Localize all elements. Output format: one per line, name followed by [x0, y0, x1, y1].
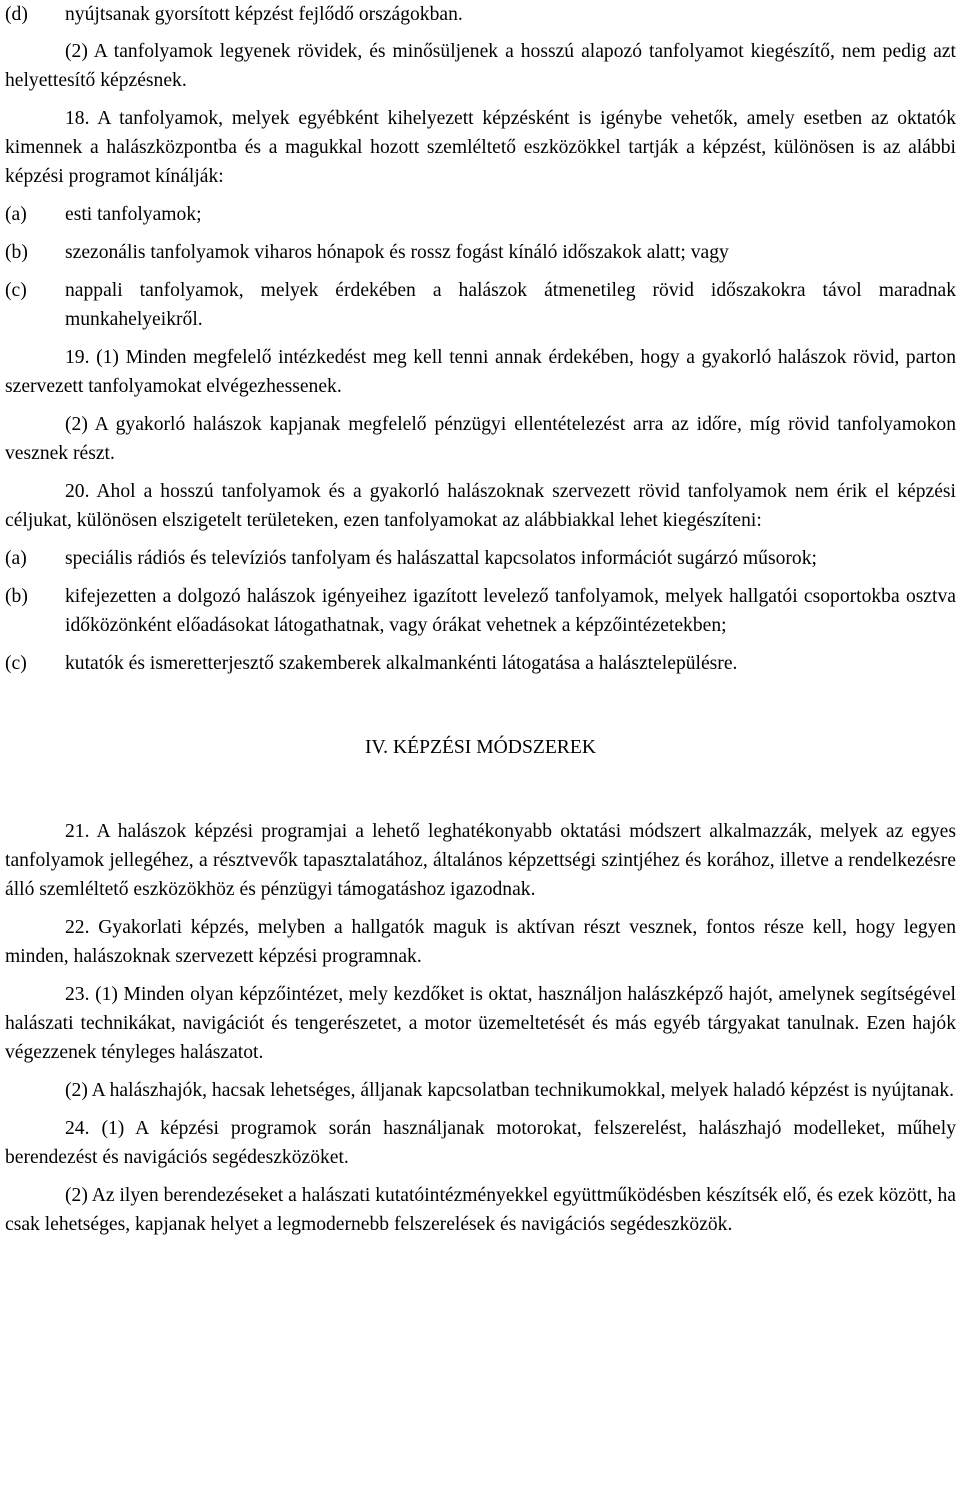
section-heading: IV. KÉPZÉSI MÓDSZEREK [365, 737, 596, 758]
list-item-c [5, 276, 956, 334]
list-item-text: esti tanfolyamok; [65, 204, 202, 225]
list-item-label: (c) [5, 653, 27, 674]
list-item-text: kifejezetten a dolgozó halászok igényeihez igazított levelező tanfolyamok, melyek hallgatói csoportokba osztva időközönként előadásokat látogathatnak, vagy órákat vehetnek a képzőintézetekben; [65, 586, 956, 636]
paragraph-22: 22. Gyakorlati képzés, melyben a hallgatók maguk is aktívan részt vesznek, fontos része kell, hogy legyen minden, halászoknak szervezett képzési programnak. [5, 917, 956, 967]
paragraph-23-2: (2) A halászhajók, hacsak lehetséges, álljanak kapcsolatban technikumokkal, melyek haladó képzést is nyújtanak. [65, 1080, 955, 1101]
list-item-b [5, 238, 956, 267]
list-item-label: (a) [5, 204, 27, 225]
list-item-label: (b) [5, 586, 28, 607]
paragraph-17-2: (2) A tanfolyamok legyenek rövidek, és minősüljenek a hosszú alapozó tanfolyamot kiegészítő, nem pedig azt helyettesítő képzésnek. [5, 41, 956, 91]
paragraph-20: 20. Ahol a hosszú tanfolyamok és a gyakorló halászoknak szervezett rövid tanfolyamok nem érik el képzési céljukat, különösen elszigetelt területeken, ezen tanfolyamokat az alábbiakkal lehet kiegészíteni: [5, 481, 956, 531]
paragraph-21: 21. A halászok képzési programjai a lehető leghatékonyabb oktatási módszert alkalmazzák, melyek az egyes tanfolyamok jellegéhez, a résztvevők tapasztalatához, általános képzettségi szintjéhez és korához, illetve a rendelkezésre álló szemléltető eszközökhöz és pénzügyi támogatáshoz igazodnak. [5, 821, 956, 900]
paragraph-19-2: (2) A gyakorló halászok kapjanak megfelelő pénzügyi ellentételezést arra az időre, míg rövid tanfolyamokon vesznek részt. [5, 414, 956, 464]
list-item-label: (c) [5, 280, 27, 301]
list-item-text: nappali tanfolyamok, melyek érdekében a halászok átmenetileg rövid időszakokra távol maradnak munkahelyeikről. [65, 280, 956, 330]
list-item-text: speciális rádiós és televíziós tanfolyam és halászattal kapcsolatos információt sugárzó műsorok; [65, 548, 817, 569]
paragraph-19-1: 19. (1) Minden megfelelő intézkedést meg kell tenni annak érdekében, hogy a gyakorló halászok rövid, parton szervezett tanfolyamokat elvégezhessenek. [5, 347, 956, 397]
list-item-label: (b) [5, 242, 28, 263]
list-item-text: kutatók és ismeretterjesztő szakemberek alkalmankénti látogatása a halásztelepülésre. [65, 653, 738, 674]
list-item-a [5, 200, 956, 229]
paragraph-18: 18. A tanfolyamok, melyek egyébként kihelyezett képzésként is igénybe vehetők, amely esetben az oktatók kimennek a halászközpontba és a magukkal hozott szemléltető eszközökkel tartják a képzést, különösen is az alábbi képzési programot kínálják: [5, 108, 956, 187]
list-item-a [5, 544, 956, 573]
list-item-label: (d) [5, 4, 28, 25]
list-item-text: nyújtsanak gyorsított képzést fejlődő országokban. [65, 4, 463, 25]
list-item-b [5, 582, 956, 640]
paragraph-24-2: (2) Az ilyen berendezéseket a halászati kutatóintézményekkel együttműködésben készítsék elő, és ezek között, ha csak lehetséges, kapjanak helyet a legmodernebb felszerelések és navigációs segédeszközök. [5, 1185, 956, 1235]
list-item-label: (a) [5, 548, 27, 569]
paragraph-23-1: 23. (1) Minden olyan képzőintézet, mely kezdőket is oktat, használjon halászképző hajót, amelynek segítségével halászati technikákat, navigációt és tengerészetet, a motor üzemeltetését és más egyéb tárgyakat tanulnak. Ezen hajók végezzenek tényleges halászatot. [5, 984, 956, 1063]
list-item-d [5, 0, 956, 29]
paragraph-24-1: 24. (1) A képzési programok során használjanak motorokat, felszerelést, halászhajó modelleket, műhely berendezést és navigációs segédeszközöket. [5, 1118, 956, 1168]
list-item-c [5, 649, 956, 678]
list-item-text: szezonális tanfolyamok viharos hónapok és rossz fogást kínáló időszakok alatt; vagy [65, 242, 729, 263]
